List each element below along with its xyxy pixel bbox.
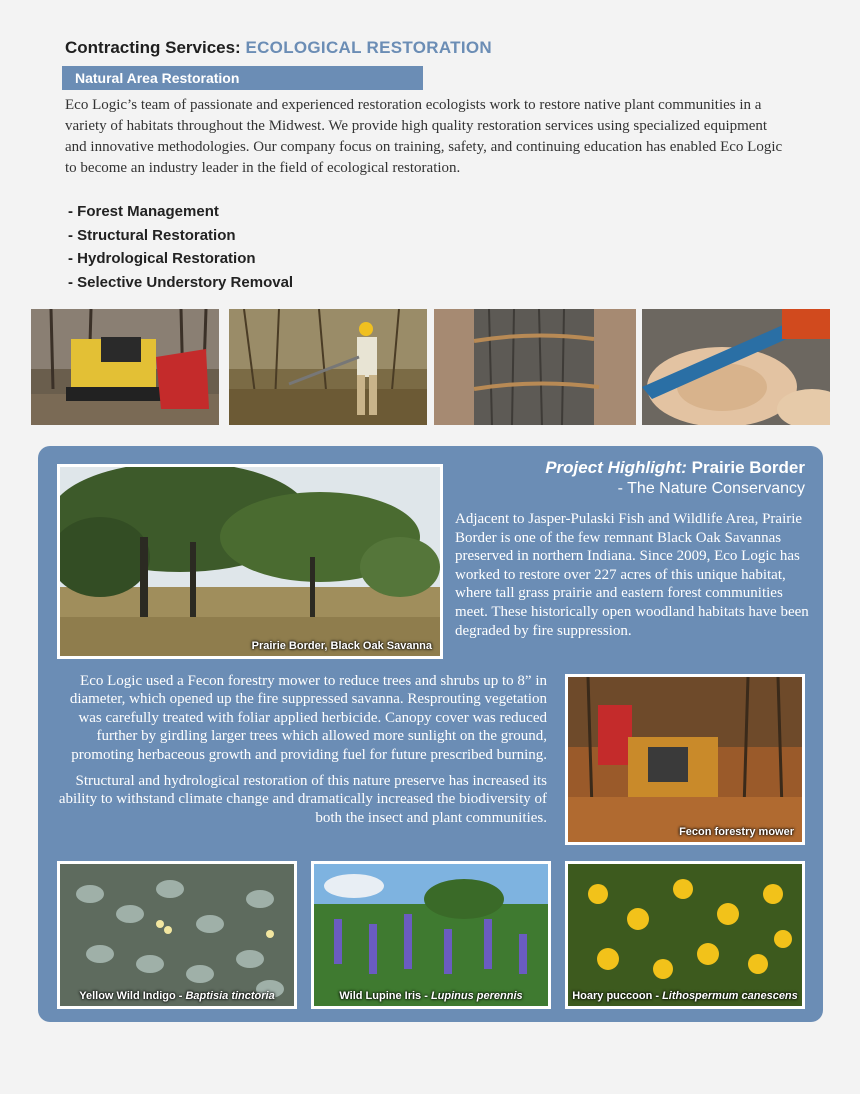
highlight-label: Project Highlight: bbox=[545, 458, 687, 477]
highlight-project-name: Prairie Border bbox=[686, 458, 805, 477]
photo-black-oak-savanna bbox=[57, 464, 443, 659]
caption-savanna: Prairie Border, Black Oak Savanna bbox=[251, 640, 432, 652]
service-item-hydrological-restoration: - Hydrological Restoration bbox=[68, 250, 256, 267]
highlight-body bbox=[56, 672, 547, 835]
caption-mower: Fecon forestry mower bbox=[679, 826, 794, 838]
caption-puccoon-latin: Lithospermum canescens bbox=[662, 990, 798, 1002]
caption-puccoon bbox=[568, 990, 802, 1002]
photo-girdled-tree bbox=[434, 309, 636, 425]
highlight-paragraph-2: Eco Logic used a Fecon forestry mower to reduce trees and shrubs up to 8” in diameter, which opened up the fire suppressed savanna. Resprouting vegetation was carefully treated with foliar applied herbicide. Canopy cover was reduced further by girdling larger trees which allowed more sunlight on the ground, promoting herbaceous growth and providing fuel for future prescribed burning. bbox=[69, 673, 547, 763]
service-item-forest-management: - Forest Management bbox=[68, 203, 219, 220]
project-highlight-panel bbox=[38, 446, 823, 1022]
highlight-paragraph-1: Adjacent to Jasper-Pulaski Fish and Wildlife Area, Prairie Border is one of the few remnant Black Oak Savannas preserved in northern Indiana. Since 2009, Eco Logic has worked to restore over 227 acres of this unique habitat, where tall grass prairie and eastern forest communities meet. These historically open woodland habitats have been degraded by fire suppression. bbox=[455, 511, 809, 639]
photo-chainsaw-stump bbox=[642, 309, 830, 425]
title-accent: ECOLOGICAL RESTORATION bbox=[245, 38, 492, 57]
photo-fecon-mower bbox=[565, 674, 805, 845]
caption-puccoon-common: Hoary puccoon - bbox=[572, 990, 663, 1002]
photo-wild-lupine bbox=[311, 861, 551, 1009]
caption-lupine-latin: Lupinus perennis bbox=[430, 990, 523, 1002]
caption-lupine-common: Wild Lupine Iris - bbox=[339, 990, 431, 1002]
title-prefix: Contracting Services: bbox=[65, 38, 246, 57]
caption-indigo-common: Yellow Wild Indigo - bbox=[79, 990, 186, 1002]
photo-skid-steer-mulcher bbox=[31, 309, 219, 425]
service-item-selective-understory-removal: - Selective Understory Removal bbox=[68, 273, 294, 291]
intro-paragraph: Eco Logic’s team of passionate and experienced restoration ecologists work to restore native plant communities in a variety of habitats throughout the Midwest. We provide high quality restoration services using specialized equipment and innovative methodologies. Our company focus on training, safety, and continuing education has enabled Eco Logic to become an industry leader in the field of ecological restoration. bbox=[65, 97, 783, 176]
caption-indigo bbox=[60, 990, 294, 1002]
section-heading-bar: Natural Area Restoration bbox=[62, 66, 423, 90]
highlight-organization: - The Nature Conservancy bbox=[617, 480, 805, 497]
photo-worker-brush-cutter bbox=[229, 309, 427, 425]
service-item-structural-restoration: - Structural Restoration bbox=[68, 226, 236, 244]
highlight-paragraph-3: Structural and hydrological restoration of this nature preserve has increased its ability to withstand climate change and dramatically increased the biodiversity of both the insect and plant communities. bbox=[58, 773, 547, 826]
photo-hoary-puccoon bbox=[565, 861, 805, 1009]
caption-lupine bbox=[314, 990, 548, 1002]
caption-indigo-latin: Baptisia tinctoria bbox=[185, 990, 275, 1002]
services-list bbox=[68, 200, 293, 294]
photo-yellow-wild-indigo bbox=[57, 861, 297, 1009]
page-title bbox=[65, 38, 492, 58]
highlight-title bbox=[545, 458, 805, 498]
